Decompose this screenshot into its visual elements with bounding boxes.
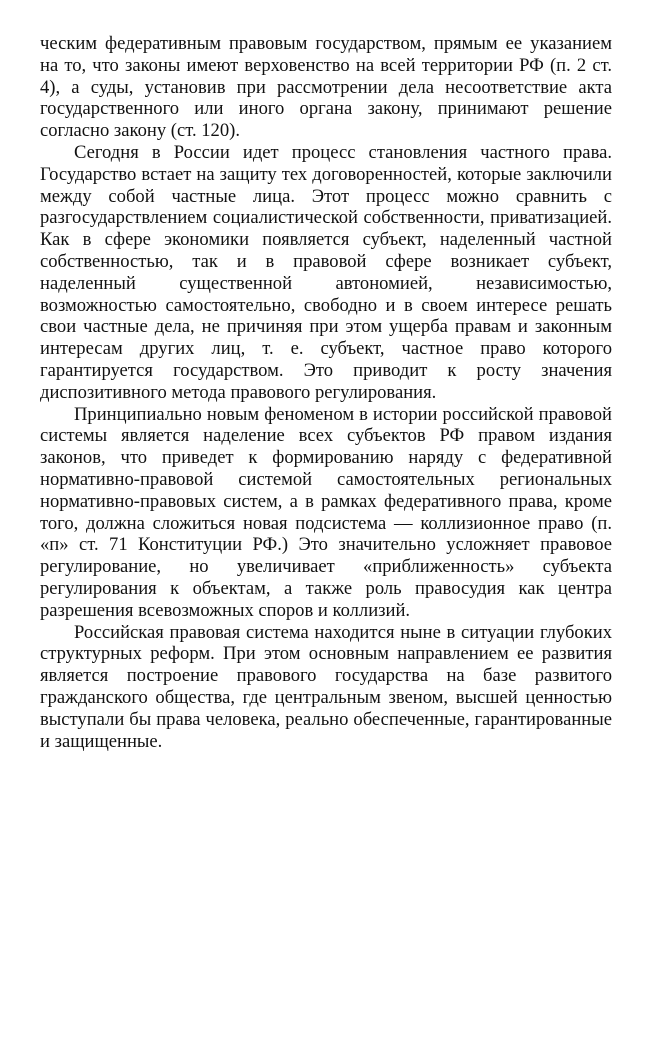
paragraph-continuation: ческим федеративным правовым государством, прямым ее указанием на то, что законы имеют верховенство на всей территории РФ (п. 2 ст. 4), а суды, установив при рассмотрении дела несоответствие акта государственного или иного органа закону, принимают решение согласно закону (ст. 120). xyxy=(40,33,612,142)
paragraph-regional-law: Принципиально новым феноменом в истории российской правовой системы является наделение всех субъектов РФ правом издания законов, что приведет к формированию наряду с федеративной нормативно-правовой системой самостоятельных региональных нормативно-правовых систем, а в рамках федеративного права, кроме того, должна сложиться новая подсистема — коллизионное право (п. «п» ст. 71 Конституции РФ.) Это значительно усложняет правовое регулирование, но увеличивает «приближенность» субъекта регулирования к объектам, а также роль правосудия как центра разрешения всевозможных споров и коллизий. xyxy=(40,403,612,621)
paragraph-private-law: Сегодня в России идет процесс становления частного права. Государство встает на защиту тех договоренностей, которые заключили между собой частные лица. Этот процесс можно сравнить с разгосударствлением социалистической собственности, приватизацией. Как в сфере экономики появляется субъект, наделенный частной собственностью, так и в правовой сфере возникает субъект, наделенный существенной автономией, независимостью, возможностью самостоятельно, свободно и в своем интересе решать свои частные дела, не причиняя при этом ущерба правам и законным интересам других лиц, т. е. субъект, частное право которого гарантируется государством. Это приводит к росту значения диспозитивного метода правового регулирования. xyxy=(40,141,612,403)
paragraph-reforms: Российская правовая система находится ныне в ситуации глубоких структурных реформ. При этом основным направлением ее развития является построение правового государства на базе развитого гражданского общества, где центральным звеном, высшей ценностью выступали бы права человека, реально обеспеченные, гарантированные и защищенные. xyxy=(40,621,612,752)
document-page xyxy=(40,33,612,752)
